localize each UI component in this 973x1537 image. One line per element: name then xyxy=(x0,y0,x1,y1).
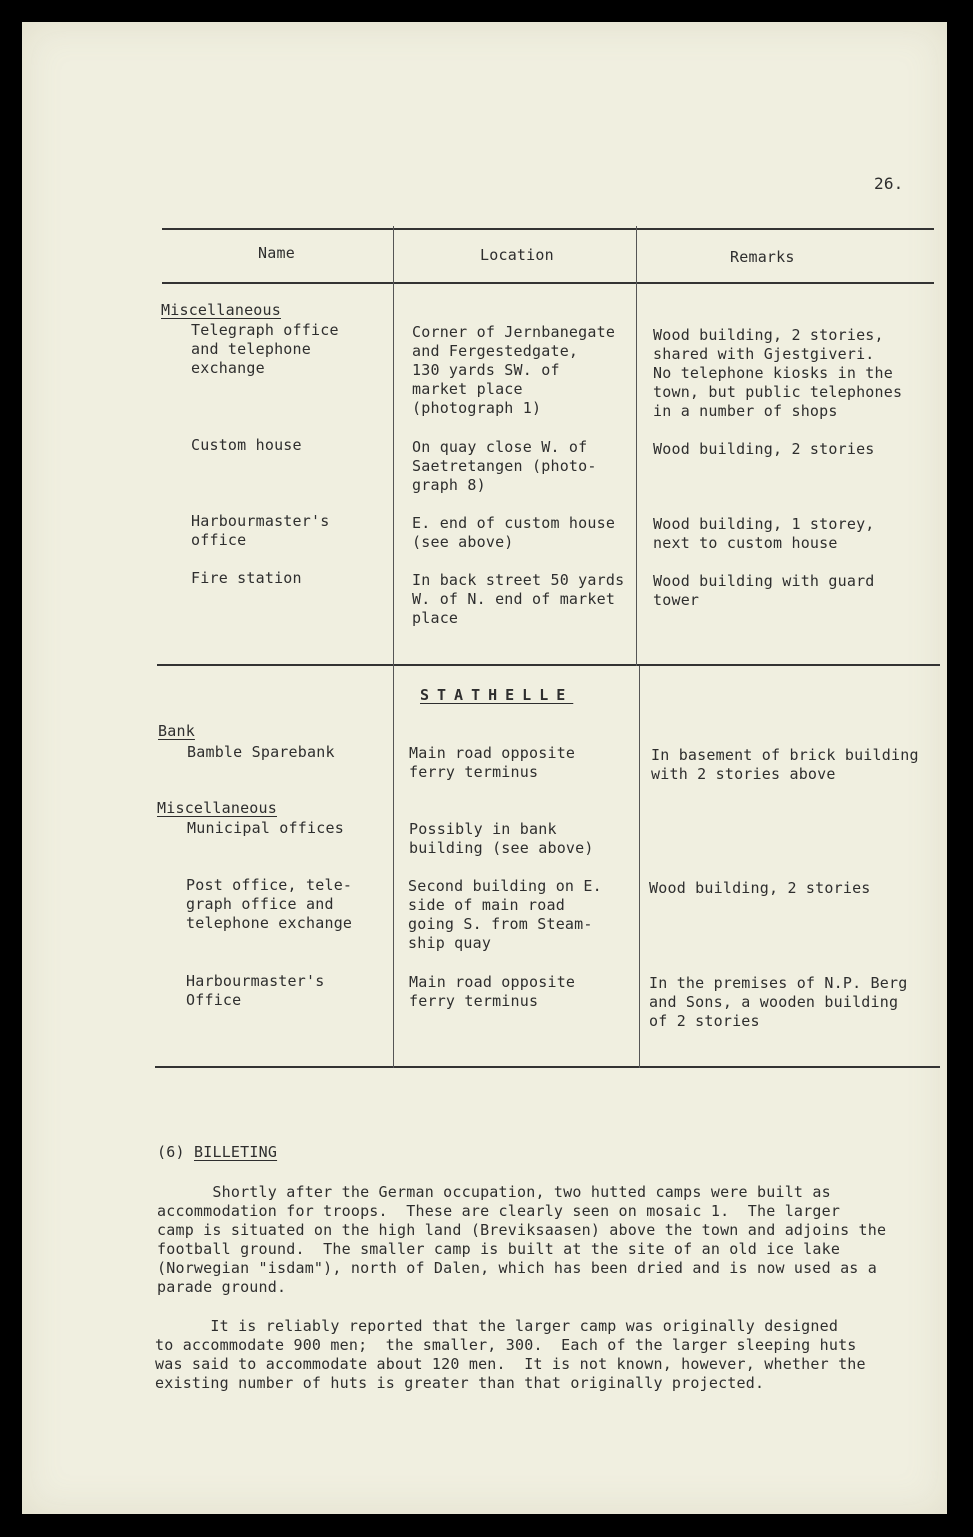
row-location: Corner of Jernbanegate and Fergestedgate, 130 yards SW. of market place (photograph 1) xyxy=(412,323,616,417)
row-remarks: In the premises of N.P. Berg and Sons, a wooden building of 2 stories xyxy=(649,974,908,1030)
row-location: Main road opposite ferry terminus xyxy=(409,744,576,781)
row-name: Harbourmaster's Office xyxy=(186,972,325,1009)
table-top-rule xyxy=(162,228,934,230)
row-location: In back street 50 yards W. of N. end of market place xyxy=(412,571,625,627)
page-number: 26. xyxy=(874,174,904,193)
header-location: Location xyxy=(480,246,554,264)
row-location: Main road opposite ferry terminus xyxy=(409,973,576,1010)
row-location: Second building on E. side of main road going S. from Steam- ship quay xyxy=(408,877,602,952)
row-name: Fire station xyxy=(191,569,302,587)
row-location: On quay close W. of Saetretangen (photo- graph 8) xyxy=(412,438,597,494)
category-label: Miscellaneous xyxy=(157,799,277,817)
row-name: Bamble Sparebank xyxy=(187,743,335,761)
row-name: Municipal offices xyxy=(187,819,344,837)
row-name: Post office, tele- graph office and telephone exchange xyxy=(186,876,353,932)
section-rule xyxy=(157,664,940,666)
section-number: (6) xyxy=(157,1143,185,1161)
header-remarks: Remarks xyxy=(730,248,795,266)
row-location: E. end of custom house (see above) xyxy=(412,514,616,551)
row-remarks: Wood building with guard tower xyxy=(653,572,875,609)
row-remarks: Wood building, 2 stories xyxy=(649,879,871,897)
town-heading: STATHELLE xyxy=(420,686,574,704)
row-name: Custom house xyxy=(191,436,302,454)
column-divider-1 xyxy=(393,226,394,1068)
column-divider-2b xyxy=(639,666,640,1068)
paragraph-2: It is reliably reported that the larger camp was originally designed to accommodate 900 men; the smaller, 300. Each of the larger sleeping huts was said to accommodate about 120 men. It is not known, however, whether the existing number of huts is greater than that originally projected. xyxy=(155,1317,866,1392)
section-heading: BILLETING xyxy=(194,1143,278,1161)
row-name: Telegraph office and telephone exchange xyxy=(191,321,339,377)
row-name: Harbourmaster's office xyxy=(191,512,330,549)
row-location: Possibly in bank building (see above) xyxy=(409,820,594,857)
row-remarks: Wood building, 2 stories, shared with Gjestgiveri. No telephone kiosks in the town, but public telephones in a number of shops xyxy=(653,326,903,420)
row-remarks: Wood building, 1 storey, next to custom house xyxy=(653,515,875,552)
paragraph-1: Shortly after the German occupation, two hutted camps were built as accommodation for troops. These are clearly seen on mosaic 1. The larger camp is situated on the high land (Breviksaasen) above the town and adjoins the football ground. The smaller camp is built at the site of an old ice lake (Norwegian "isdam"), north of Dalen, which has been dried and is now used as a parade ground. xyxy=(157,1183,887,1296)
header-name: Name xyxy=(258,244,295,262)
category-label: Miscellaneous xyxy=(161,301,281,319)
category-label: Bank xyxy=(158,722,195,740)
column-divider-2 xyxy=(636,226,637,666)
row-remarks: Wood building, 2 stories xyxy=(653,440,875,458)
table-bottom-rule xyxy=(155,1066,940,1068)
row-remarks: In basement of brick building with 2 stories above xyxy=(651,746,919,783)
table-header-rule xyxy=(162,282,934,284)
